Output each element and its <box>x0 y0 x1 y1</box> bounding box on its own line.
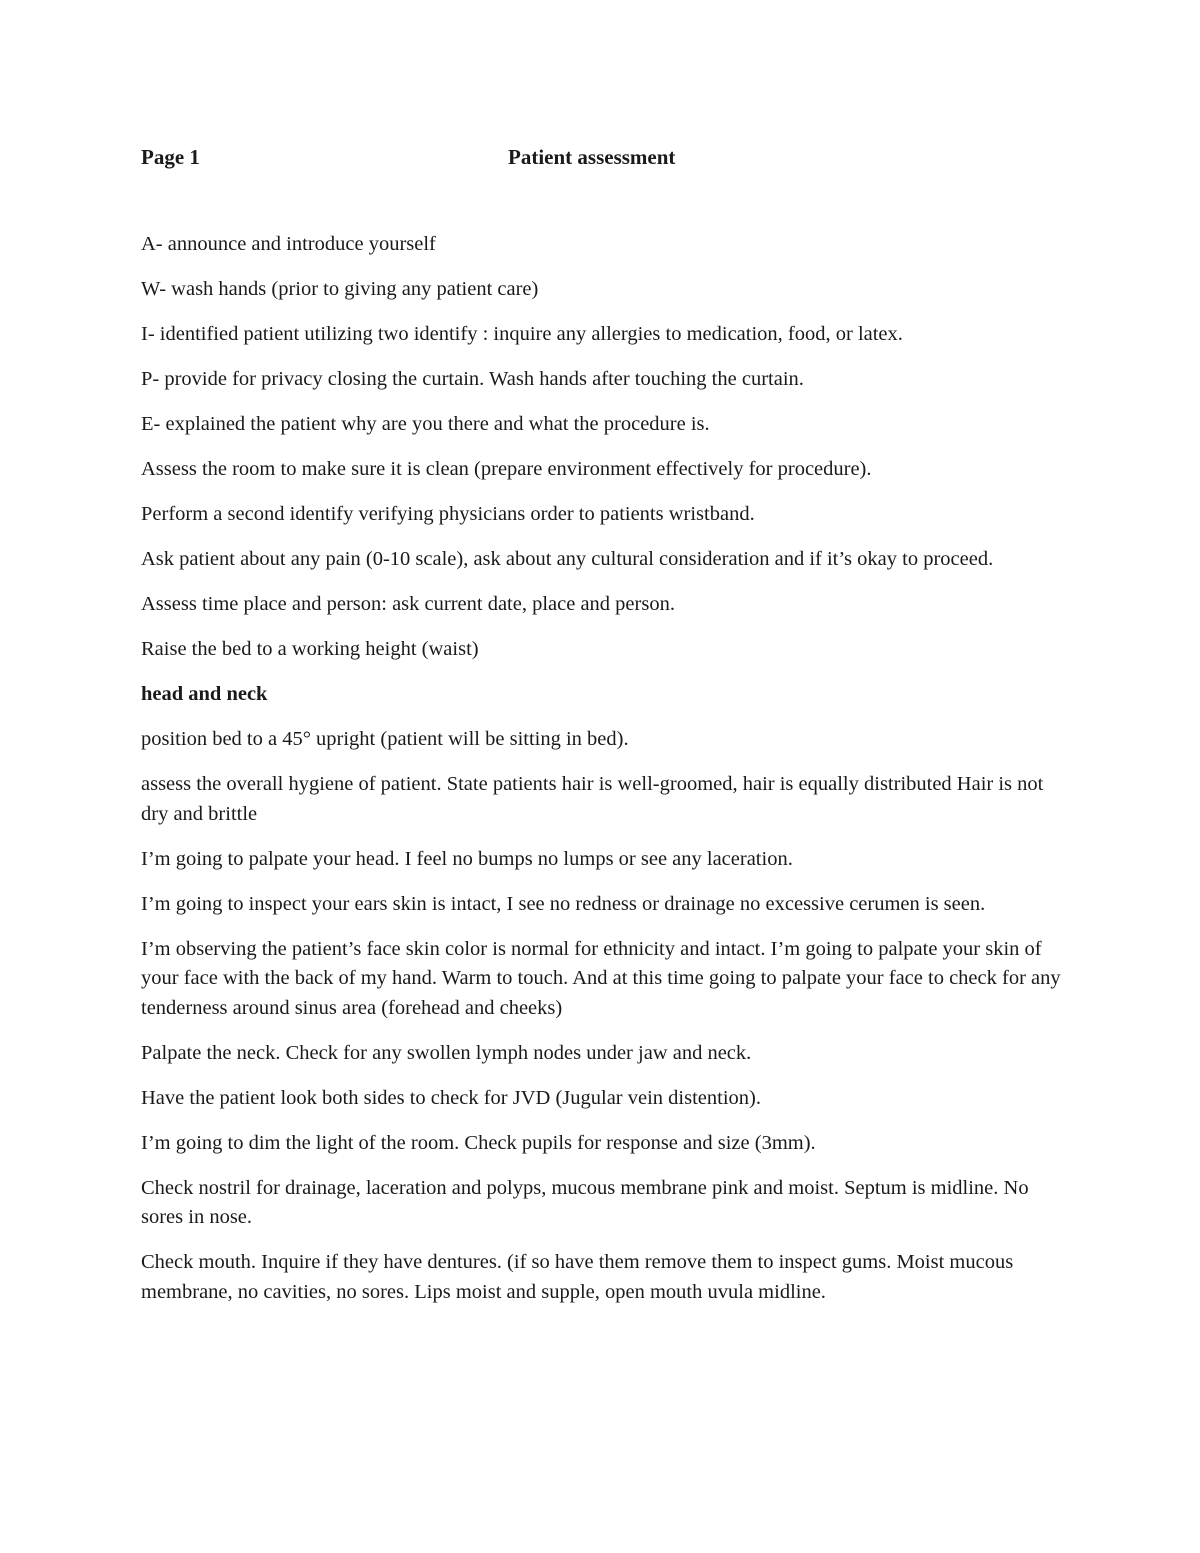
paragraph: Raise the bed to a working height (waist) <box>141 638 479 660</box>
paragraph: I’m going to palpate your head. I feel no bumps no lumps or see any laceration. <box>141 847 793 870</box>
paragraph: I’m going to inspect your ears skin is intact, I see no redness or drainage no excessive cerumen is seen. <box>141 892 986 915</box>
paragraph: Assess time place and person: ask current date, place and person. <box>141 593 675 615</box>
section-heading: head and neck <box>141 683 268 705</box>
paragraph: I’m going to dim the light of the room. Check pupils for response and size (3mm). <box>141 1131 816 1154</box>
paragraph: P- provide for privacy closing the curtain. Wash hands after touching the curtain. <box>141 368 804 390</box>
paragraph: Check mouth. Inquire if they have dentures. (if so have them remove them to inspect gums. Moist mucous membrane, no cavities, no sores. Lips moist and supple, open mouth uvula midline. <box>141 1251 1014 1303</box>
paragraph: Palpate the neck. Check for any swollen lymph nodes under jaw and neck. <box>141 1041 752 1064</box>
paragraph: A- announce and introduce yourself <box>141 233 436 255</box>
paragraph: Ask patient about any pain (0-10 scale), ask about any cultural consideration and if it’s okay to proceed. <box>141 548 994 570</box>
paragraph: I- identified patient utilizing two identify : inquire any allergies to medication, food, or latex. <box>141 323 903 345</box>
paragraph: position bed to a 45° upright (patient will be sitting in bed). <box>141 728 629 750</box>
paragraph: Perform a second identify verifying physicians order to patients wristband. <box>141 503 755 525</box>
paragraph: Have the patient look both sides to check for JVD (Jugular vein distention). <box>141 1086 761 1109</box>
paragraph: assess the overall hygiene of patient. State patients hair is well-groomed, hair is equally distributed Hair is not dry and brittle <box>141 773 1044 825</box>
page-number-label: Page 1 <box>141 145 200 169</box>
paragraph: Assess the room to make sure it is clean (prepare environment effectively for procedure). <box>141 458 872 480</box>
paragraph: E- explained the patient why are you there and what the procedure is. <box>141 413 710 435</box>
paragraph: Check nostril for drainage, laceration and polyps, mucous membrane pink and moist. Septum is midline. No sores in nose. <box>141 1176 1029 1228</box>
paragraph: W- wash hands (prior to giving any patient care) <box>141 278 539 300</box>
document-body <box>141 230 1071 1323</box>
paragraph: I’m observing the patient’s face skin color is normal for ethnicity and intact. I’m going to palpate your skin of your face with the back of my hand. Warm to touch. And at this time going to palpate your face to check for any tenderness around sinus area (forehead and cheeks) <box>141 937 1061 1019</box>
document-title: Patient assessment <box>508 145 676 169</box>
